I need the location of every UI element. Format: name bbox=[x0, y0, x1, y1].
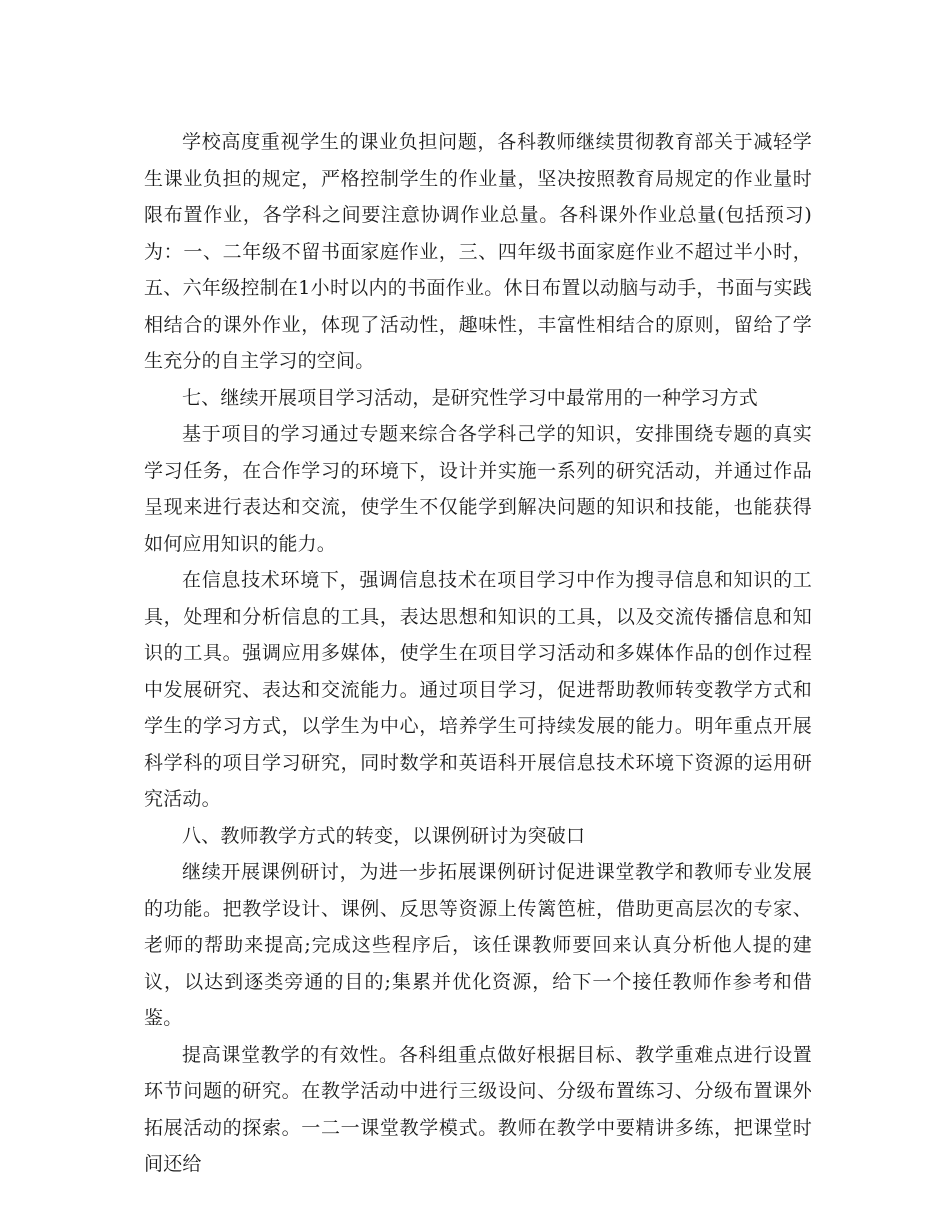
section-heading-teaching-methods: 八、教师教学方式的转变，以课例研讨为突破口 bbox=[182, 824, 586, 847]
paragraph-lesson-study: 继续开展课例研讨，为进一步拓展课例研讨促进课堂教学和教师专业发展的功能。把教学设计、课例、反思等资源上传篱笆桩，借助更高层次的专家、老师的帮助来提高;完成这些程序后，该任课教师要回来认真分析他人提的建议，以达到逐类旁通的目的;集累并优化资源，给下一个接任教师作参考和借鉴。 bbox=[144, 861, 812, 1029]
document-body bbox=[144, 124, 812, 1183]
paragraph-classroom-effectiveness: 提高课堂教学的有效性。各科组重点做好根据目标、教学重难点进行设置环节问题的研究。在教学活动中进行三级设问、分级布置练习、分级布置课外拓展活动的探索。一二一课堂教学模式。教师在教学中要精讲多练，把课堂时间还给 bbox=[144, 1043, 812, 1175]
paragraph-homework-burden: 学校高度重视学生的课业负担问题，各科教师继续贯彻教育部关于减轻学生课业负担的规定，严格控制学生的作业量，坚决按照教育局规定的作业量时限布置作业，各学科之间要注意协调作业总量。各科课外作业总量(包括预习)为：一、二年级不留书面家庭作业，三、四年级书面家庭作业不超过半小时，五、六年级控制在1小时以内的书面作业。休日布置以动脑与动手，书面与实践相结合的课外作业，体现了活动性，趣味性，丰富性相结合的原则，留给了学生充分的自主学习的空间。 bbox=[144, 131, 812, 372]
paragraph-project-based-learning: 基于项目的学习通过专题来综合各学科己学的知识，安排围绕专题的真实学习任务，在合作学习的环境下，设计并实施一系列的研究活动，并通过作品呈现来进行表达和交流，使学生不仅能学到解决问题的知识和技能，也能获得如何应用知识的能力。 bbox=[144, 423, 812, 555]
section-heading-project-learning: 七、继续开展项目学习活动，是研究性学习中最常用的一种学习方式 bbox=[182, 386, 759, 409]
paragraph-information-technology: 在信息技术环境下，强调信息技术在项目学习中作为搜寻信息和知识的工具，处理和分析信息的工具，表达思想和知识的工具，以及交流传播信息和知识的工具。强调应用多媒体，使学生在项目学习活动和多媒体作品的创作过程中发展研究、表达和交流能力。通过项目学习，促进帮助教师转变教学方式和学生的学习方式，以学生为中心，培养学生可持续发展的能力。明年重点开展科学科的项目学习研究，同时数学和英语科开展信息技术环境下资源的运用研究活动。 bbox=[144, 569, 812, 810]
